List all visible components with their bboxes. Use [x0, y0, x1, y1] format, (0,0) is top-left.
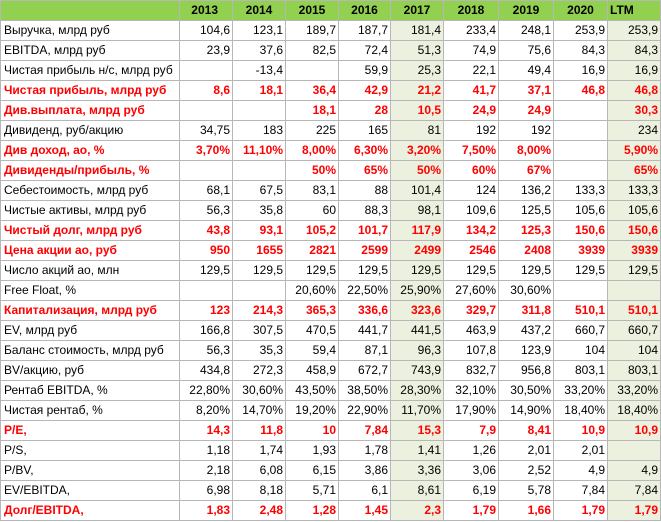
value-cell: 60%	[444, 161, 499, 181]
value-cell: 6,1	[339, 481, 391, 501]
value-cell: 2,3	[391, 501, 444, 521]
row-label: P/S,	[1, 441, 180, 461]
row-label: EBITDA, млрд руб	[1, 41, 180, 61]
value-cell: 105,6	[608, 201, 661, 221]
value-cell: 27,60%	[444, 281, 499, 301]
value-cell: 125,3	[499, 221, 554, 241]
table-row	[1, 421, 661, 441]
value-cell: 42,9	[339, 81, 391, 101]
row-label: Чистая прибыль н/с, млрд руб	[1, 61, 180, 81]
value-cell: 133,3	[608, 181, 661, 201]
value-cell	[608, 281, 661, 301]
value-cell	[180, 101, 233, 121]
row-label: P/BV,	[1, 461, 180, 481]
table-row	[1, 501, 661, 521]
value-cell: 1,18	[180, 441, 233, 461]
value-cell: 107,8	[444, 341, 499, 361]
table-row	[1, 341, 661, 361]
value-cell: 1,74	[233, 441, 286, 461]
value-cell: 30,60%	[233, 381, 286, 401]
value-cell: 8,20%	[180, 401, 233, 421]
value-cell: 510,1	[608, 301, 661, 321]
value-cell: 104,6	[180, 21, 233, 41]
value-cell: 5,90%	[608, 141, 661, 161]
row-label: Число акций ао, млн	[1, 261, 180, 281]
value-cell: 20,60%	[286, 281, 339, 301]
value-cell: 129,5	[180, 261, 233, 281]
row-label: Дивиденд, руб/акцию	[1, 121, 180, 141]
value-cell: 10,5	[391, 101, 444, 121]
value-cell: 17,90%	[444, 401, 499, 421]
table-row	[1, 281, 661, 301]
value-cell: 87,1	[339, 341, 391, 361]
value-cell: 60	[286, 201, 339, 221]
value-cell: 129,5	[554, 261, 608, 281]
value-cell: 7,84	[608, 481, 661, 501]
value-cell: 7,9	[444, 421, 499, 441]
value-cell: 50%	[391, 161, 444, 181]
value-cell: 470,5	[286, 321, 339, 341]
row-label: Рентаб EBITDA, %	[1, 381, 180, 401]
value-cell: 96,3	[391, 341, 444, 361]
value-cell: 189,7	[286, 21, 339, 41]
value-cell: 2,01	[499, 441, 554, 461]
table-row	[1, 401, 661, 421]
value-cell: 234	[608, 121, 661, 141]
value-cell: 67%	[499, 161, 554, 181]
value-cell: 83,1	[286, 181, 339, 201]
value-cell: 2499	[391, 241, 444, 261]
value-cell: 323,6	[391, 301, 444, 321]
value-cell: 72,4	[339, 41, 391, 61]
value-cell: 37,6	[233, 41, 286, 61]
value-cell: 24,9	[499, 101, 554, 121]
value-cell: 458,9	[286, 361, 339, 381]
value-cell: 88	[339, 181, 391, 201]
value-cell: 950	[180, 241, 233, 261]
value-cell: 43,8	[180, 221, 233, 241]
value-cell: 6,98	[180, 481, 233, 501]
value-cell: 109,6	[444, 201, 499, 221]
value-cell: 1,66	[499, 501, 554, 521]
value-cell: 93,1	[233, 221, 286, 241]
header-year-cell: 2014	[233, 1, 286, 21]
value-cell: 56,3	[180, 201, 233, 221]
value-cell: 1,45	[339, 501, 391, 521]
value-cell: 10,9	[608, 421, 661, 441]
row-label: Чистая прибыль, млрд руб	[1, 81, 180, 101]
value-cell: -13,4	[233, 61, 286, 81]
value-cell: 68,1	[180, 181, 233, 201]
row-label: Долг/EBITDA,	[1, 501, 180, 521]
value-cell: 7,84	[339, 421, 391, 441]
value-cell: 3,86	[339, 461, 391, 481]
value-cell: 2,52	[499, 461, 554, 481]
value-cell: 11,8	[233, 421, 286, 441]
table-row	[1, 201, 661, 221]
header-year-cell: LTM	[608, 1, 661, 21]
value-cell: 510,1	[554, 301, 608, 321]
value-cell	[180, 61, 233, 81]
value-cell	[180, 161, 233, 181]
value-cell: 35,8	[233, 201, 286, 221]
value-cell: 832,7	[444, 361, 499, 381]
table-body	[1, 1, 661, 521]
value-cell: 1,79	[554, 501, 608, 521]
value-cell: 129,5	[233, 261, 286, 281]
value-cell: 18,1	[233, 81, 286, 101]
table-row	[1, 381, 661, 401]
value-cell: 181,4	[391, 21, 444, 41]
value-cell: 7,84	[554, 481, 608, 501]
value-cell: 14,70%	[233, 401, 286, 421]
value-cell: 7,50%	[444, 141, 499, 161]
value-cell: 233,4	[444, 21, 499, 41]
value-cell	[233, 281, 286, 301]
value-cell: 1,41	[391, 441, 444, 461]
value-cell	[233, 161, 286, 181]
value-cell: 104	[608, 341, 661, 361]
value-cell: 1,26	[444, 441, 499, 461]
value-cell: 3,70%	[180, 141, 233, 161]
value-cell: 4,9	[608, 461, 661, 481]
row-label: Чистые активы, млрд руб	[1, 201, 180, 221]
value-cell: 28	[339, 101, 391, 121]
value-cell	[554, 101, 608, 121]
value-cell: 2546	[444, 241, 499, 261]
value-cell: 50%	[286, 161, 339, 181]
value-cell: 82,5	[286, 41, 339, 61]
row-label: P/E,	[1, 421, 180, 441]
value-cell: 30,50%	[499, 381, 554, 401]
value-cell: 18,40%	[554, 401, 608, 421]
value-cell: 134,2	[444, 221, 499, 241]
value-cell: 3,20%	[391, 141, 444, 161]
value-cell: 8,18	[233, 481, 286, 501]
value-cell: 14,90%	[499, 401, 554, 421]
value-cell: 311,8	[499, 301, 554, 321]
value-cell: 56,3	[180, 341, 233, 361]
header-year-cell: 2019	[499, 1, 554, 21]
value-cell: 24,9	[444, 101, 499, 121]
value-cell: 660,7	[554, 321, 608, 341]
value-cell: 329,7	[444, 301, 499, 321]
value-cell: 8,61	[391, 481, 444, 501]
value-cell: 183	[233, 121, 286, 141]
value-cell: 463,9	[444, 321, 499, 341]
value-cell: 165	[339, 121, 391, 141]
value-cell: 803,1	[554, 361, 608, 381]
value-cell: 129,5	[286, 261, 339, 281]
row-label: Себестоимость, млрд руб	[1, 181, 180, 201]
value-cell: 441,7	[339, 321, 391, 341]
value-cell: 35,3	[233, 341, 286, 361]
header-year-cell: 2020	[554, 1, 608, 21]
value-cell: 129,5	[339, 261, 391, 281]
value-cell: 437,2	[499, 321, 554, 341]
value-cell: 150,6	[608, 221, 661, 241]
table-row	[1, 41, 661, 61]
value-cell: 3,06	[444, 461, 499, 481]
value-cell: 3939	[554, 241, 608, 261]
value-cell: 365,3	[286, 301, 339, 321]
value-cell: 33,20%	[554, 381, 608, 401]
value-cell: 3939	[608, 241, 661, 261]
value-cell: 75,6	[499, 41, 554, 61]
value-cell: 22,80%	[180, 381, 233, 401]
table-row	[1, 441, 661, 461]
value-cell: 101,7	[339, 221, 391, 241]
value-cell: 8,00%	[286, 141, 339, 161]
value-cell: 18,1	[286, 101, 339, 121]
header-row	[1, 1, 661, 21]
header-year-cell: 2018	[444, 1, 499, 21]
value-cell: 123,1	[233, 21, 286, 41]
table-row	[1, 241, 661, 261]
value-cell: 18,40%	[608, 401, 661, 421]
value-cell: 43,50%	[286, 381, 339, 401]
value-cell: 84,3	[554, 41, 608, 61]
value-cell: 65%	[608, 161, 661, 181]
value-cell: 59,9	[339, 61, 391, 81]
value-cell: 192	[499, 121, 554, 141]
value-cell: 8,00%	[499, 141, 554, 161]
value-cell: 6,08	[233, 461, 286, 481]
value-cell: 11,70%	[391, 401, 444, 421]
table-row	[1, 121, 661, 141]
value-cell: 123	[180, 301, 233, 321]
value-cell: 434,8	[180, 361, 233, 381]
value-cell: 192	[444, 121, 499, 141]
value-cell: 6,30%	[339, 141, 391, 161]
value-cell	[233, 101, 286, 121]
table-row	[1, 141, 661, 161]
row-label: Баланс стоимость, млрд руб	[1, 341, 180, 361]
value-cell: 336,6	[339, 301, 391, 321]
value-cell: 956,8	[499, 361, 554, 381]
row-label: Капитализация, млрд руб	[1, 301, 180, 321]
row-label: EV/EBITDA,	[1, 481, 180, 501]
row-label: Цена акции ао, руб	[1, 241, 180, 261]
value-cell: 660,7	[608, 321, 661, 341]
value-cell: 16,9	[608, 61, 661, 81]
value-cell: 6,19	[444, 481, 499, 501]
header-year-cell: 2016	[339, 1, 391, 21]
value-cell: 10,9	[554, 421, 608, 441]
value-cell: 253,9	[554, 21, 608, 41]
value-cell: 2,18	[180, 461, 233, 481]
value-cell: 2408	[499, 241, 554, 261]
value-cell: 84,3	[608, 41, 661, 61]
table-row	[1, 21, 661, 41]
value-cell: 214,3	[233, 301, 286, 321]
value-cell: 150,6	[554, 221, 608, 241]
value-cell: 25,90%	[391, 281, 444, 301]
value-cell: 441,5	[391, 321, 444, 341]
value-cell: 36,4	[286, 81, 339, 101]
value-cell: 74,9	[444, 41, 499, 61]
value-cell: 3,36	[391, 461, 444, 481]
row-label: Чистая рентаб, %	[1, 401, 180, 421]
value-cell: 25,3	[391, 61, 444, 81]
value-cell: 6,15	[286, 461, 339, 481]
table-row	[1, 181, 661, 201]
value-cell: 101,4	[391, 181, 444, 201]
value-cell: 187,7	[339, 21, 391, 41]
value-cell: 2,48	[233, 501, 286, 521]
value-cell: 123,9	[499, 341, 554, 361]
table-row	[1, 321, 661, 341]
value-cell: 30,60%	[499, 281, 554, 301]
value-cell: 2,01	[554, 441, 608, 461]
table-row	[1, 481, 661, 501]
value-cell	[180, 281, 233, 301]
row-label: Див доход, ао, %	[1, 141, 180, 161]
value-cell: 14,3	[180, 421, 233, 441]
value-cell: 81	[391, 121, 444, 141]
value-cell: 105,2	[286, 221, 339, 241]
value-cell	[554, 161, 608, 181]
value-cell: 105,6	[554, 201, 608, 221]
table-row	[1, 301, 661, 321]
value-cell: 104	[554, 341, 608, 361]
value-cell: 1,83	[180, 501, 233, 521]
value-cell: 28,30%	[391, 381, 444, 401]
value-cell: 133,3	[554, 181, 608, 201]
value-cell: 49,4	[499, 61, 554, 81]
value-cell: 4,9	[554, 461, 608, 481]
value-cell: 88,3	[339, 201, 391, 221]
value-cell: 51,3	[391, 41, 444, 61]
value-cell	[554, 141, 608, 161]
table-row	[1, 361, 661, 381]
row-label: Чистый долг, млрд руб	[1, 221, 180, 241]
value-cell: 5,78	[499, 481, 554, 501]
row-label: Дивиденды/прибыль, %	[1, 161, 180, 181]
value-cell: 98,1	[391, 201, 444, 221]
value-cell: 38,50%	[339, 381, 391, 401]
table-row	[1, 61, 661, 81]
value-cell: 166,8	[180, 321, 233, 341]
value-cell: 672,7	[339, 361, 391, 381]
table-row	[1, 161, 661, 181]
value-cell: 129,5	[499, 261, 554, 281]
header-year-cell: 2017	[391, 1, 444, 21]
value-cell: 1,78	[339, 441, 391, 461]
value-cell: 803,1	[608, 361, 661, 381]
table-row	[1, 221, 661, 241]
value-cell: 10	[286, 421, 339, 441]
value-cell: 34,75	[180, 121, 233, 141]
value-cell: 32,10%	[444, 381, 499, 401]
table-row	[1, 261, 661, 281]
value-cell: 129,5	[444, 261, 499, 281]
value-cell: 22,90%	[339, 401, 391, 421]
table-row	[1, 81, 661, 101]
value-cell: 1,79	[608, 501, 661, 521]
value-cell: 225	[286, 121, 339, 141]
value-cell: 59,4	[286, 341, 339, 361]
value-cell: 21,2	[391, 81, 444, 101]
value-cell: 23,9	[180, 41, 233, 61]
value-cell	[608, 441, 661, 461]
value-cell: 41,7	[444, 81, 499, 101]
value-cell: 46,8	[554, 81, 608, 101]
value-cell: 15,3	[391, 421, 444, 441]
value-cell: 124	[444, 181, 499, 201]
value-cell: 129,5	[608, 261, 661, 281]
value-cell: 125,5	[499, 201, 554, 221]
table-row	[1, 461, 661, 481]
row-label: Free Float, %	[1, 281, 180, 301]
value-cell: 2821	[286, 241, 339, 261]
value-cell: 22,50%	[339, 281, 391, 301]
value-cell	[554, 121, 608, 141]
value-cell: 253,9	[608, 21, 661, 41]
row-label: Див.выплата, млрд руб	[1, 101, 180, 121]
value-cell: 46,8	[608, 81, 661, 101]
row-label: EV, млрд руб	[1, 321, 180, 341]
value-cell: 67,5	[233, 181, 286, 201]
value-cell: 1,93	[286, 441, 339, 461]
value-cell: 307,5	[233, 321, 286, 341]
value-cell: 8,41	[499, 421, 554, 441]
value-cell: 65%	[339, 161, 391, 181]
value-cell: 117,9	[391, 221, 444, 241]
value-cell: 16,9	[554, 61, 608, 81]
value-cell: 2599	[339, 241, 391, 261]
value-cell: 22,1	[444, 61, 499, 81]
value-cell: 1,79	[444, 501, 499, 521]
table-row	[1, 101, 661, 121]
value-cell: 11,10%	[233, 141, 286, 161]
value-cell	[554, 281, 608, 301]
value-cell: 743,9	[391, 361, 444, 381]
header-year-cell: 2015	[286, 1, 339, 21]
value-cell: 129,5	[391, 261, 444, 281]
row-label: Выручка, млрд руб	[1, 21, 180, 41]
header-corner-cell	[1, 1, 180, 21]
value-cell: 1655	[233, 241, 286, 261]
value-cell: 30,3	[608, 101, 661, 121]
value-cell: 5,71	[286, 481, 339, 501]
value-cell: 37,1	[499, 81, 554, 101]
value-cell: 19,20%	[286, 401, 339, 421]
value-cell: 33,20%	[608, 381, 661, 401]
header-year-cell: 2013	[180, 1, 233, 21]
value-cell: 272,3	[233, 361, 286, 381]
value-cell: 8,6	[180, 81, 233, 101]
value-cell: 248,1	[499, 21, 554, 41]
value-cell: 136,2	[499, 181, 554, 201]
value-cell: 1,28	[286, 501, 339, 521]
value-cell	[286, 61, 339, 81]
row-label: BV/акцию, руб	[1, 361, 180, 381]
